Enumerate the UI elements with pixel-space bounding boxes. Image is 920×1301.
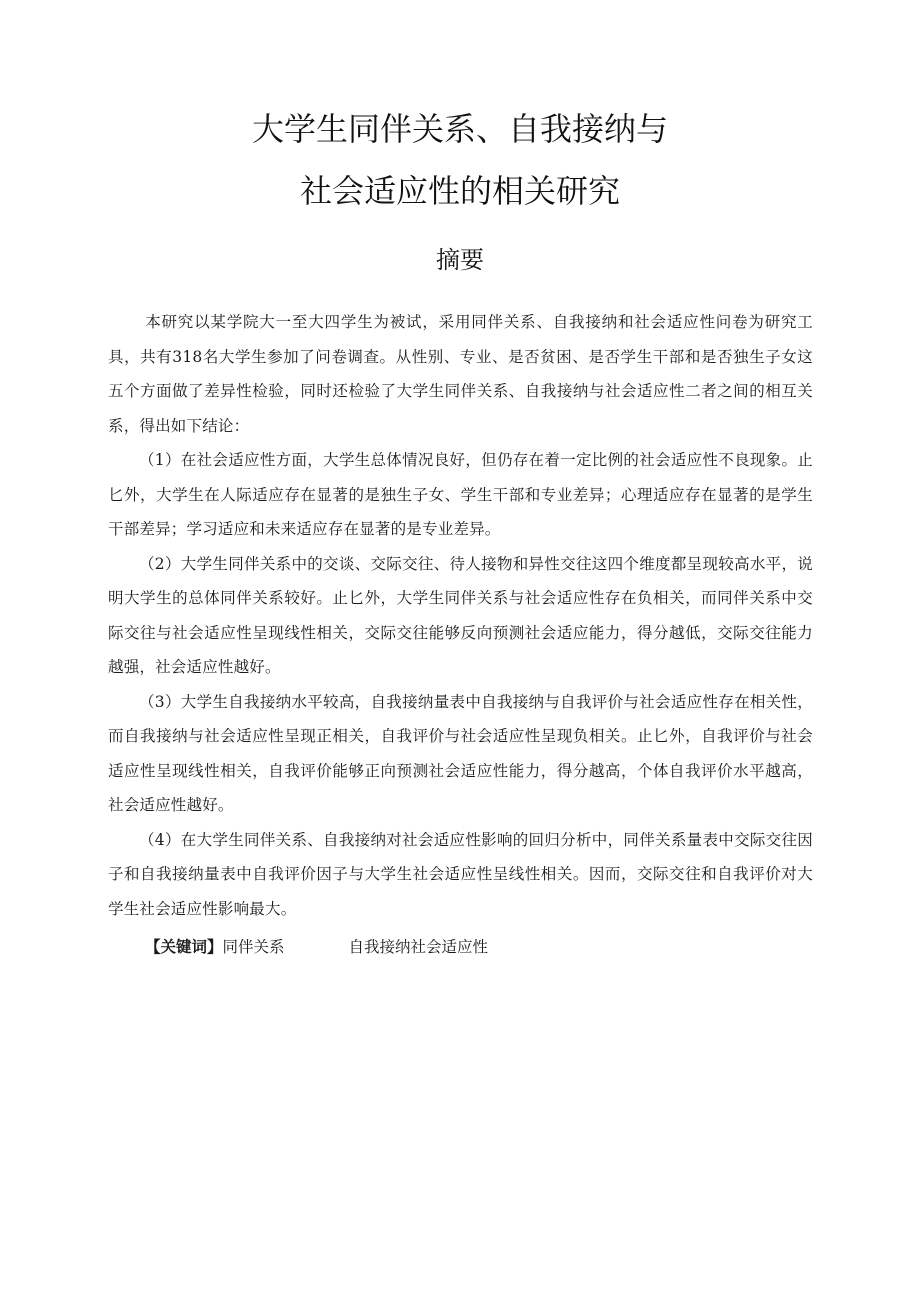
paper-title-line-2: 社会适应性的相关研究	[299, 172, 620, 210]
conclusion-point-4: （4）在大学生同伴关系、自我接纳对社会适应性影响的回归分析中，同伴关系量表中交际交往因子和自我接纳量表中自我评价因子与大学生社会适应性呈线性相关。因而，交际交往和自我评价对大学生社会适应性影响最大。	[108, 830, 813, 918]
paper-title-line-1: 大学生同伴关系、自我接纳与	[251, 110, 668, 148]
conclusion-point-1: （1）在社会适应性方面，大学生总体情况良好，但仍存在着一定比例的社会适应性不良现象。止匕外，大学生在人际适应存在显著的是独生子女、学生干部和专业差异；心理适应存在显著的是学生干部差异；学习适应和未来适应存在显著的是专业差异。	[108, 451, 813, 538]
keyword-2: 自我接纳社会适应性	[348, 938, 489, 956]
keywords-label: 【关键词】	[145, 938, 223, 956]
abstract-heading: 摘要	[436, 246, 484, 274]
abstract-body	[108, 305, 813, 926]
conclusion-point-2: （2）大学生同伴关系中的交谈、交际交往、待人接物和异性交往这四个维度都呈现较高水平，说明大学生的总体同伴关系较好。止匕外，大学生同伴关系与社会适应性存在负相关，而同伴关系中交际交往与社会适应性呈现线性相关，交际交往能够反向预测社会适应能力，得分越低，交际交往能力越强，社会适应性越好。	[108, 554, 813, 676]
abstract-intro-paragraph: 本研究以某学院大一至大四学生为被试，采用同伴关系、自我接纳和社会适应性问卷为研究工具，共有318名大学生参加了问卷调查。从性别、专业、是否贫困、是否学生干部和是否独生子女这五个方面做了差异性检验，同时还检验了大学生同伴关系、自我接纳与社会适应性二者之间的相互关系，得出如下结论：	[108, 313, 813, 435]
keywords-line	[145, 933, 488, 961]
keyword-1: 同伴关系	[222, 938, 285, 956]
conclusion-point-3: （3）大学生自我接纳水平较高，自我接纳量表中自我接纳与自我评价与社会适应性存在相关性，而自我接纳与社会适应性呈现正相关，自我评价与社会适应性呈现负相关。止匕外，自我评价与社会适应性呈现线性相关，自我评价能够正向预测社会适应性能力，得分越高，个体自我评价水平越高，社会适应性越好。	[108, 692, 813, 814]
